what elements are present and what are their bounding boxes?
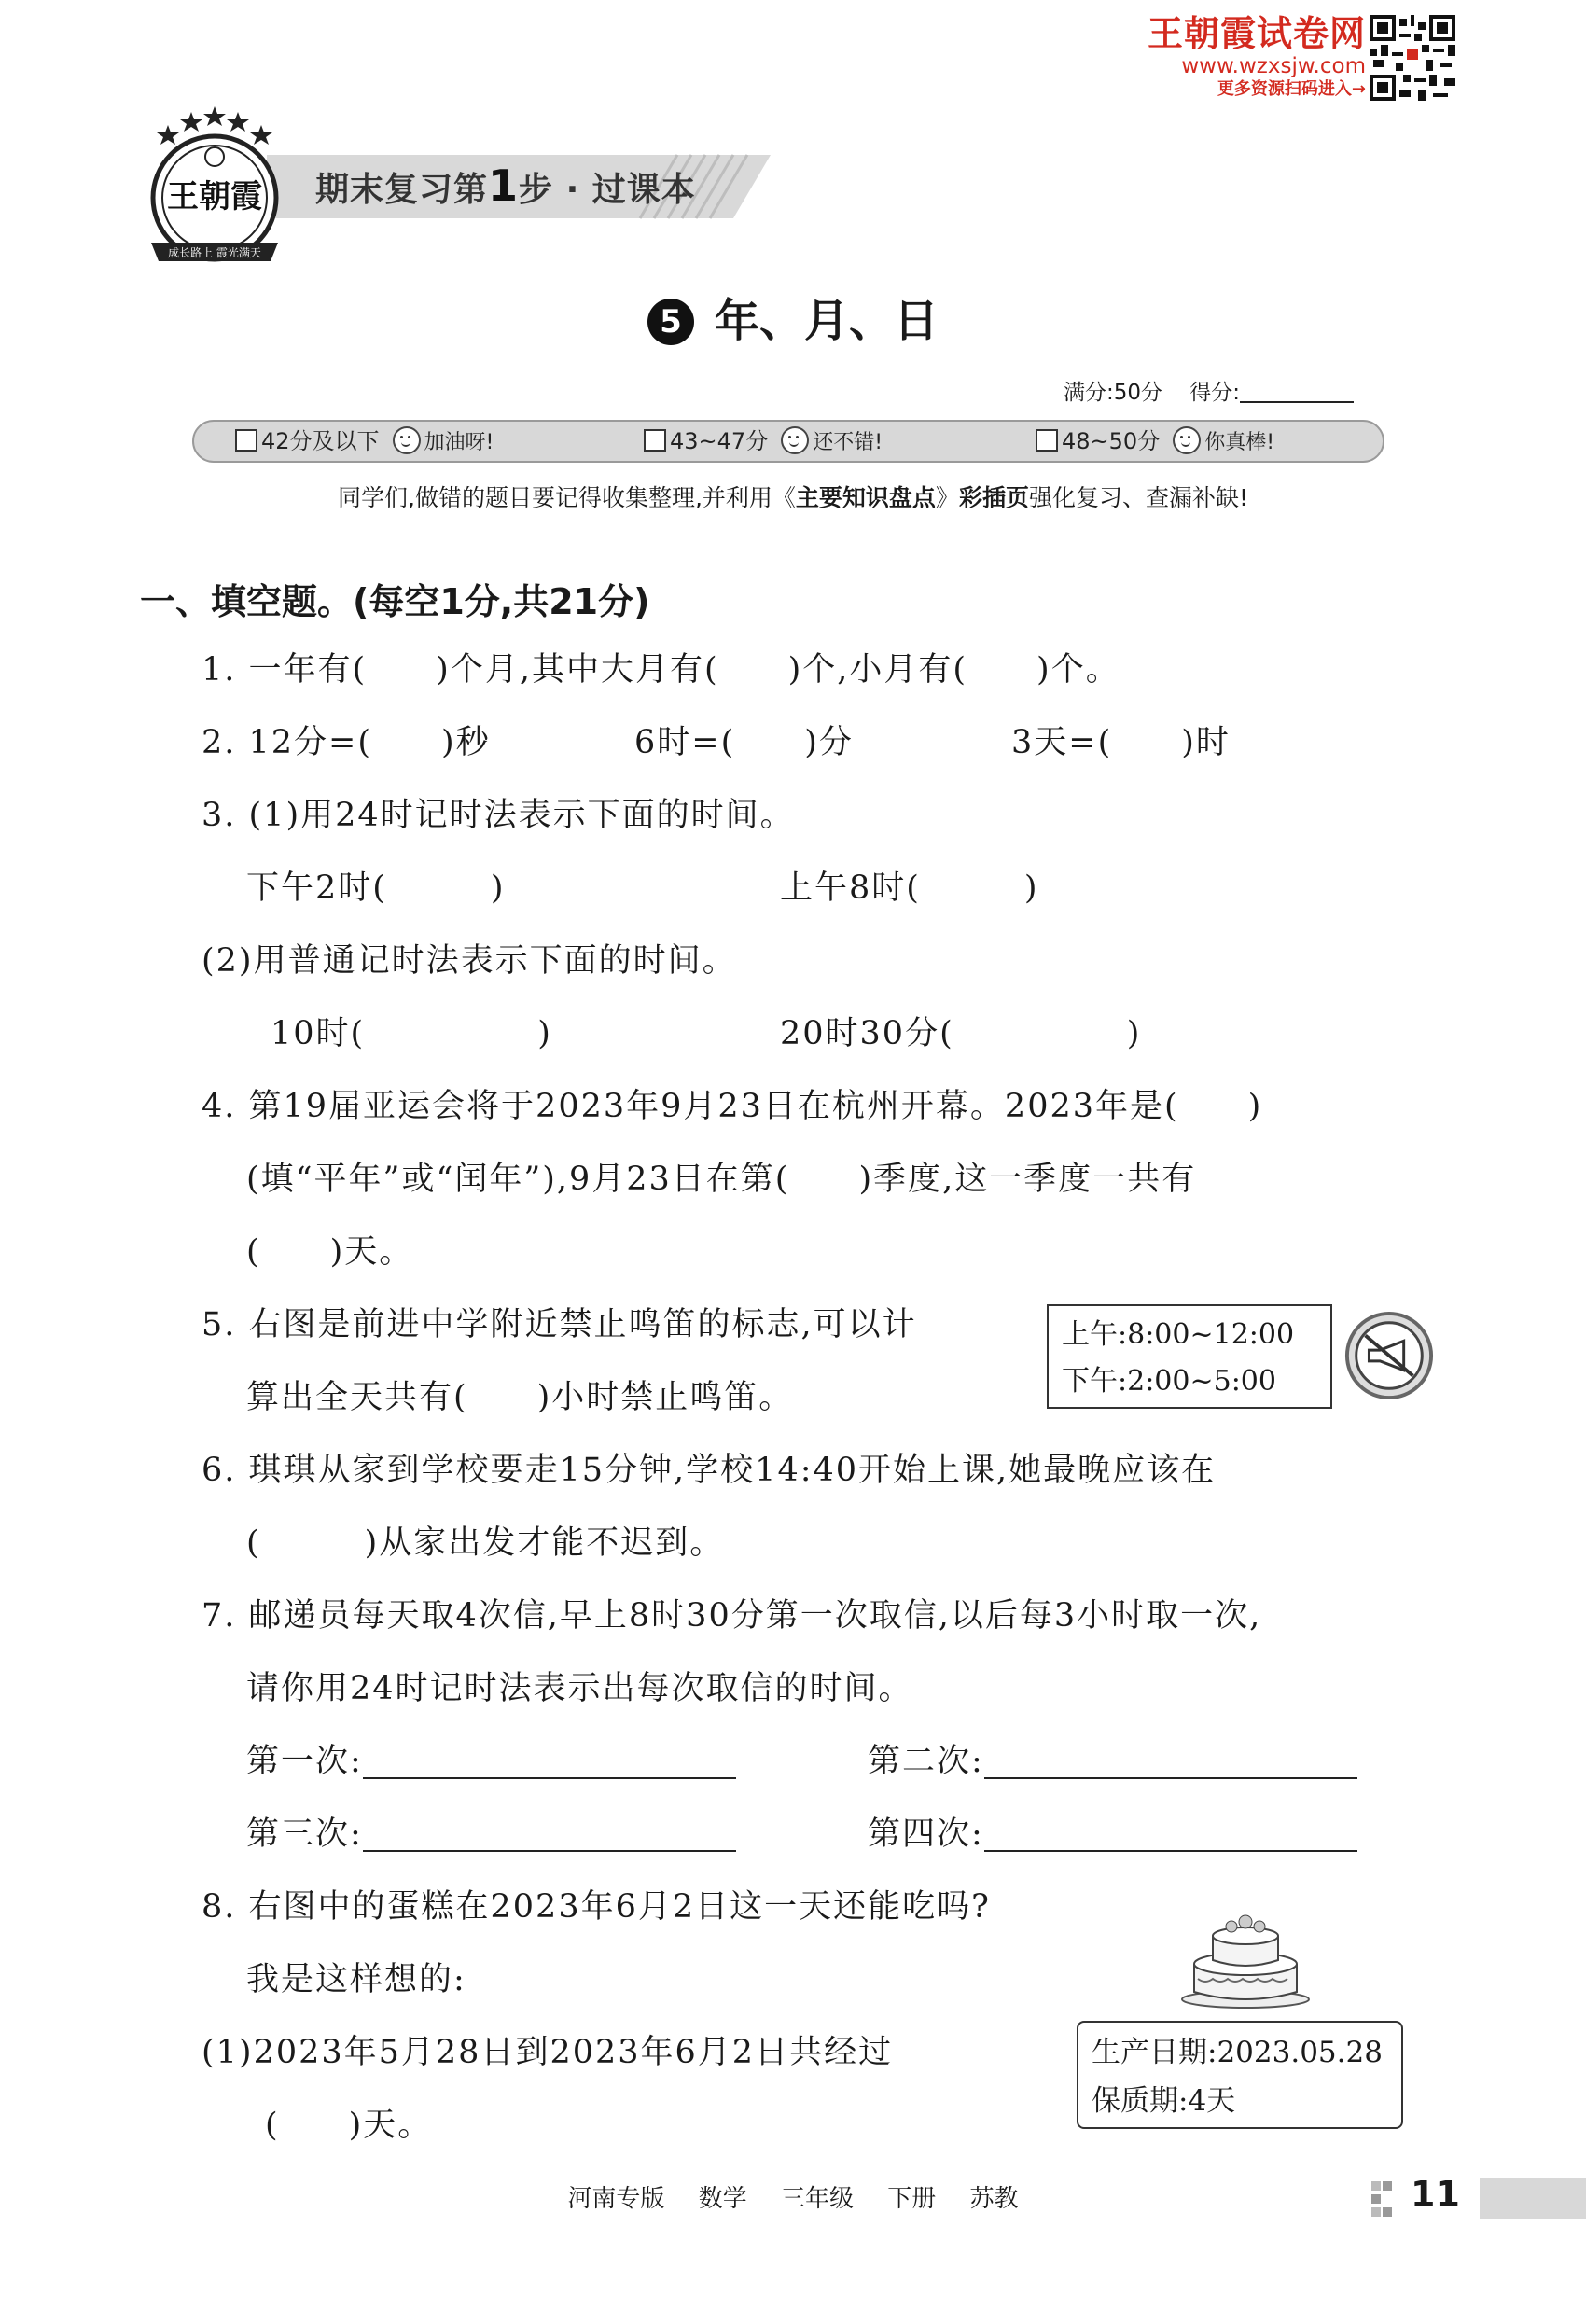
checkbox-icon[interactable] bbox=[644, 429, 666, 452]
question-3-1a: 下午2时( ) bbox=[246, 870, 506, 907]
footer-edition: 河南专版 bbox=[567, 2185, 665, 2213]
question-5-line2: 算出全天共有( )小时禁止鸣笛。 bbox=[246, 1379, 794, 1416]
no-honking-sign-icon bbox=[1343, 1310, 1435, 1401]
page-title bbox=[0, 285, 1586, 349]
qr-code-icon[interactable] bbox=[1370, 15, 1455, 101]
footer-volume: 下册 bbox=[887, 2185, 937, 2213]
horn-time-box bbox=[1047, 1304, 1332, 1409]
brand-block bbox=[1142, 13, 1366, 101]
answer-blank-third[interactable] bbox=[363, 1818, 736, 1852]
study-notice: 同学们,做错的题目要记得收集整理,并利用《主要知识盘点》彩插页强化复习、查漏补缺! bbox=[338, 484, 1248, 511]
smiley-icon bbox=[393, 426, 421, 454]
rating-item-mid: 43~47分 还不错! bbox=[644, 422, 883, 461]
score-blank[interactable] bbox=[1240, 381, 1354, 403]
page-number: 11 bbox=[1411, 2174, 1460, 2215]
banner-suffix: 步 · 过课本 bbox=[519, 171, 696, 209]
banner-step: 1 bbox=[488, 160, 520, 211]
question-3-2b: 20时30分( ) bbox=[780, 1015, 1142, 1052]
question-8-line1: 8. 右图中的蛋糕在2023年6月2日这一天还能吃吗? bbox=[202, 1888, 991, 1926]
question-3-1b: 上午8时( ) bbox=[780, 870, 1039, 907]
question-7-line1: 7. 邮递员每天取4次信,早上8时30分第一次取信,以后每3小时取一次, bbox=[202, 1597, 1262, 1635]
horn-time-afternoon: 下午:2:00~5:00 bbox=[1062, 1365, 1276, 1398]
question-4-line3: ( )天。 bbox=[246, 1233, 414, 1271]
question-7-first: 第一次: bbox=[246, 1735, 736, 1782]
answer-blank-first[interactable] bbox=[363, 1746, 736, 1779]
cake-info-box bbox=[1077, 2021, 1403, 2129]
question-7-third: 第三次: bbox=[246, 1808, 736, 1855]
banner-prefix: 期末复习第 bbox=[315, 171, 489, 209]
logo-slogan: 成长路上 霞光满天 bbox=[168, 246, 261, 259]
question-6-line2: ( )从家出发才能不迟到。 bbox=[246, 1524, 725, 1562]
question-8-line4: ( )天。 bbox=[265, 2107, 433, 2144]
score-label: 得分: bbox=[1190, 381, 1241, 405]
chapter-number: 5 bbox=[647, 299, 694, 345]
question-4-line2: (填“平年”或“闰年”),9月23日在第( )季度,这一季度一共有 bbox=[246, 1161, 1197, 1198]
answer-blank-fourth[interactable] bbox=[984, 1818, 1357, 1852]
checkbox-icon[interactable] bbox=[1036, 429, 1058, 452]
brand-url[interactable]: www.wzxsjw.com bbox=[1181, 54, 1366, 78]
chapter-title: 年、月、日 bbox=[714, 295, 939, 347]
question-8-line3: (1)2023年5月28日到2023年6月2日共经过 bbox=[202, 2034, 894, 2071]
question-3-2a: 10时( ) bbox=[271, 1015, 552, 1052]
smiley-icon bbox=[781, 426, 809, 454]
question-2b: 6时=( )分 bbox=[634, 724, 854, 761]
question-7-second: 第二次: bbox=[868, 1735, 1357, 1782]
horn-time-morning: 上午:8:00~12:00 bbox=[1062, 1318, 1295, 1351]
question-1: 1. 一年有( )个月,其中大月有( )个,小月有( )个。 bbox=[202, 651, 1120, 689]
question-7-line2: 请你用24时记时法表示出每次取信的时间。 bbox=[246, 1670, 913, 1707]
logo-text: 王朝霞 bbox=[167, 178, 262, 216]
page-number-bar bbox=[1371, 2178, 1586, 2219]
question-4-line1: 4. 第19届亚运会将于2023年9月23日在杭州开幕。2023年是( ) bbox=[202, 1088, 1263, 1125]
rating-item-low: 42分及以下 加油呀! bbox=[235, 422, 494, 461]
brand-tip: 更多资源扫码进入→ bbox=[1217, 79, 1366, 99]
question-8-line2: 我是这样想的: bbox=[246, 1961, 466, 1998]
question-2a: 2. 12分=( )秒 bbox=[202, 724, 491, 761]
answer-blank-second[interactable] bbox=[984, 1746, 1357, 1779]
shelf-life: 保质期:4天 bbox=[1092, 2084, 1236, 2118]
smiley-icon bbox=[1173, 426, 1201, 454]
banner-title bbox=[315, 160, 696, 211]
brand-name: 王朝霞试卷网 bbox=[1147, 13, 1366, 54]
footer-publisher: 苏教 bbox=[969, 2185, 1019, 2213]
brand-logo bbox=[140, 104, 289, 272]
question-3-2: (2)用普通记时法表示下面的时间。 bbox=[202, 942, 737, 980]
section-title: 一、填空题。(每空1分,共21分) bbox=[140, 581, 650, 622]
question-6-line1: 6. 琪琪从家到学校要走15分钟,学校14:40开始上课,她最晚应该在 bbox=[202, 1452, 1217, 1489]
footer-subject: 数学 bbox=[698, 2185, 747, 2213]
question-7-fourth: 第四次: bbox=[868, 1808, 1357, 1855]
score-line bbox=[1064, 375, 1354, 406]
rating-bar bbox=[192, 420, 1384, 463]
full-score: 满分:50分 bbox=[1064, 381, 1163, 405]
rating-item-high: 48~50分 你真棒! bbox=[1036, 422, 1274, 461]
footer-grade: 三年级 bbox=[780, 2185, 854, 2213]
question-3-1: 3. (1)用24时记时法表示下面的时间。 bbox=[202, 797, 795, 834]
question-2c: 3天=( )时 bbox=[1011, 724, 1231, 761]
checkbox-icon[interactable] bbox=[235, 429, 257, 452]
cake-icon bbox=[1176, 1899, 1315, 2011]
footer bbox=[0, 2179, 1586, 2214]
production-date: 生产日期:2023.05.28 bbox=[1092, 2036, 1383, 2069]
question-5-line1: 5. 右图是前进中学附近禁止鸣笛的标志,可以计 bbox=[202, 1306, 917, 1343]
